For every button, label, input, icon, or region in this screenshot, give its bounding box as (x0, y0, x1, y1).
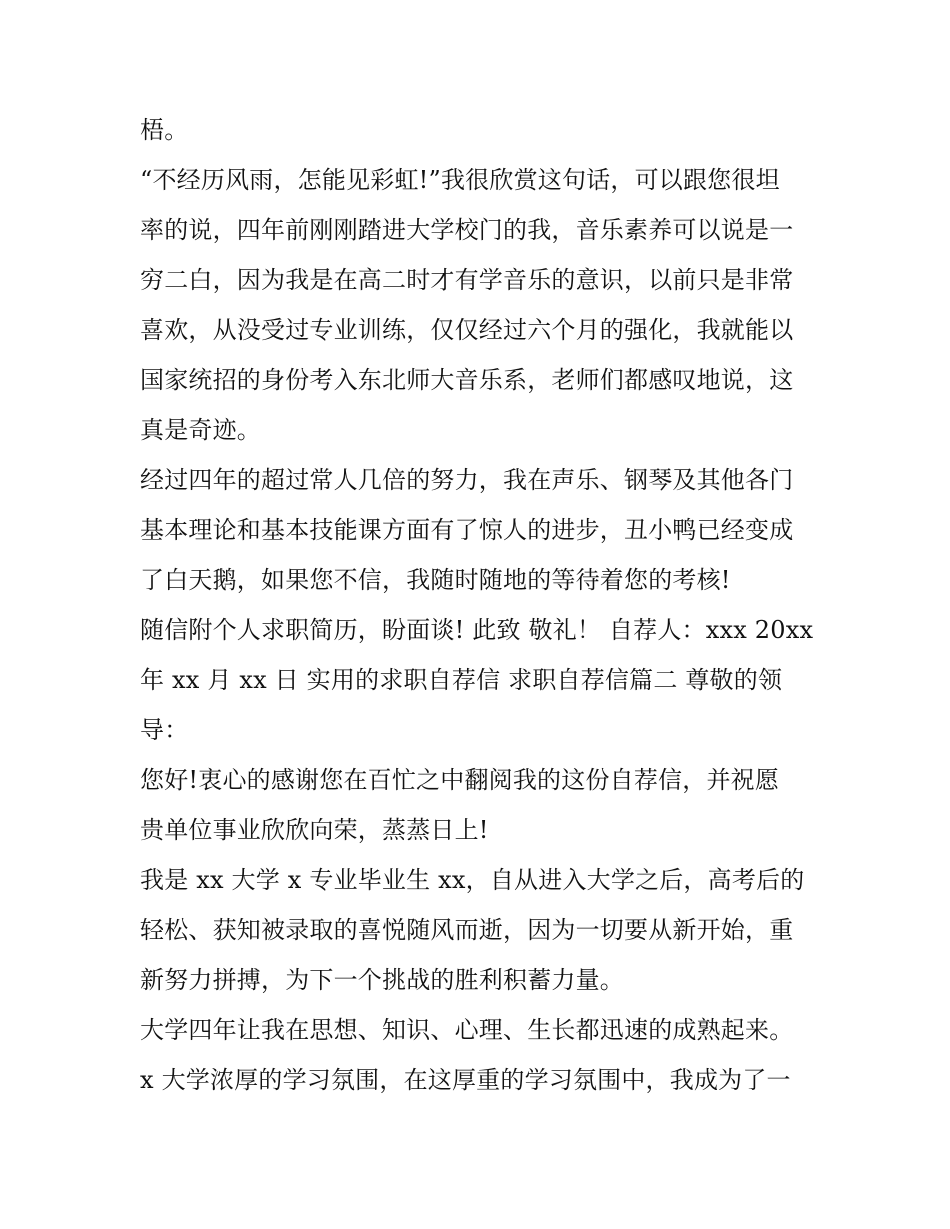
text-line: 您好!衷心的感谢您在百忙之中翻阅我的这份自荐信，并祝愿 (140, 766, 780, 794)
text-line: 随信附个人求职简历，盼面谈! 此致 敬礼！ 自荐人：xxx 20xx (140, 616, 814, 644)
text-line: 真是奇迹。 (140, 416, 261, 444)
text-line: 年 xx 月 xx 日 实用的求职自荐信 求职自荐信篇二 尊敬的领 (140, 666, 783, 694)
text-line: 导： (140, 716, 189, 744)
text-line: x 大学浓厚的学习氛围，在这厚重的学习氛围中，我成为了一 (140, 1066, 791, 1094)
text-line: “不经历风雨，怎能见彩虹!”我很欣赏这句话，可以跟您很坦 (140, 166, 780, 194)
text-line: 国家统招的身份考入东北师大音乐系，老师们都感叹地说，这 (140, 366, 794, 394)
text-line: 贵单位事业欣欣向荣，蒸蒸日上! (140, 816, 489, 844)
text-line: 大学四年让我在思想、知识、心理、生长都迅速的成熟起来。 (140, 1016, 794, 1044)
text-line: 穷二白，因为我是在高二时才有学音乐的意识，以前只是非常 (140, 266, 794, 294)
text-line: 喜欢，从没受过专业训练，仅仅经过六个月的强化，我就能以 (140, 316, 794, 344)
text-line: 梧。 (140, 116, 189, 144)
text-line: 新努力拼搏，为下一个挑战的胜利积蓄力量。 (140, 966, 624, 994)
text-line: 轻松、获知被录取的喜悦随风而逝，因为一切要从新开始，重 (140, 916, 794, 944)
text-line: 我是 xx 大学 x 专业毕业生 xx，自从进入大学之后，高考后的 (140, 866, 805, 894)
text-line: 率的说，四年前刚刚踏进大学校门的我，音乐素养可以说是一 (140, 216, 794, 244)
text-line: 经过四年的超过常人几倍的努力，我在声乐、钢琴及其他各门 (140, 466, 794, 494)
text-line: 基本理论和基本技能课方面有了惊人的进步，丑小鸭已经变成 (140, 516, 794, 544)
text-line: 了白天鹅，如果您不信，我随时随地的等待着您的考核! (140, 566, 731, 594)
